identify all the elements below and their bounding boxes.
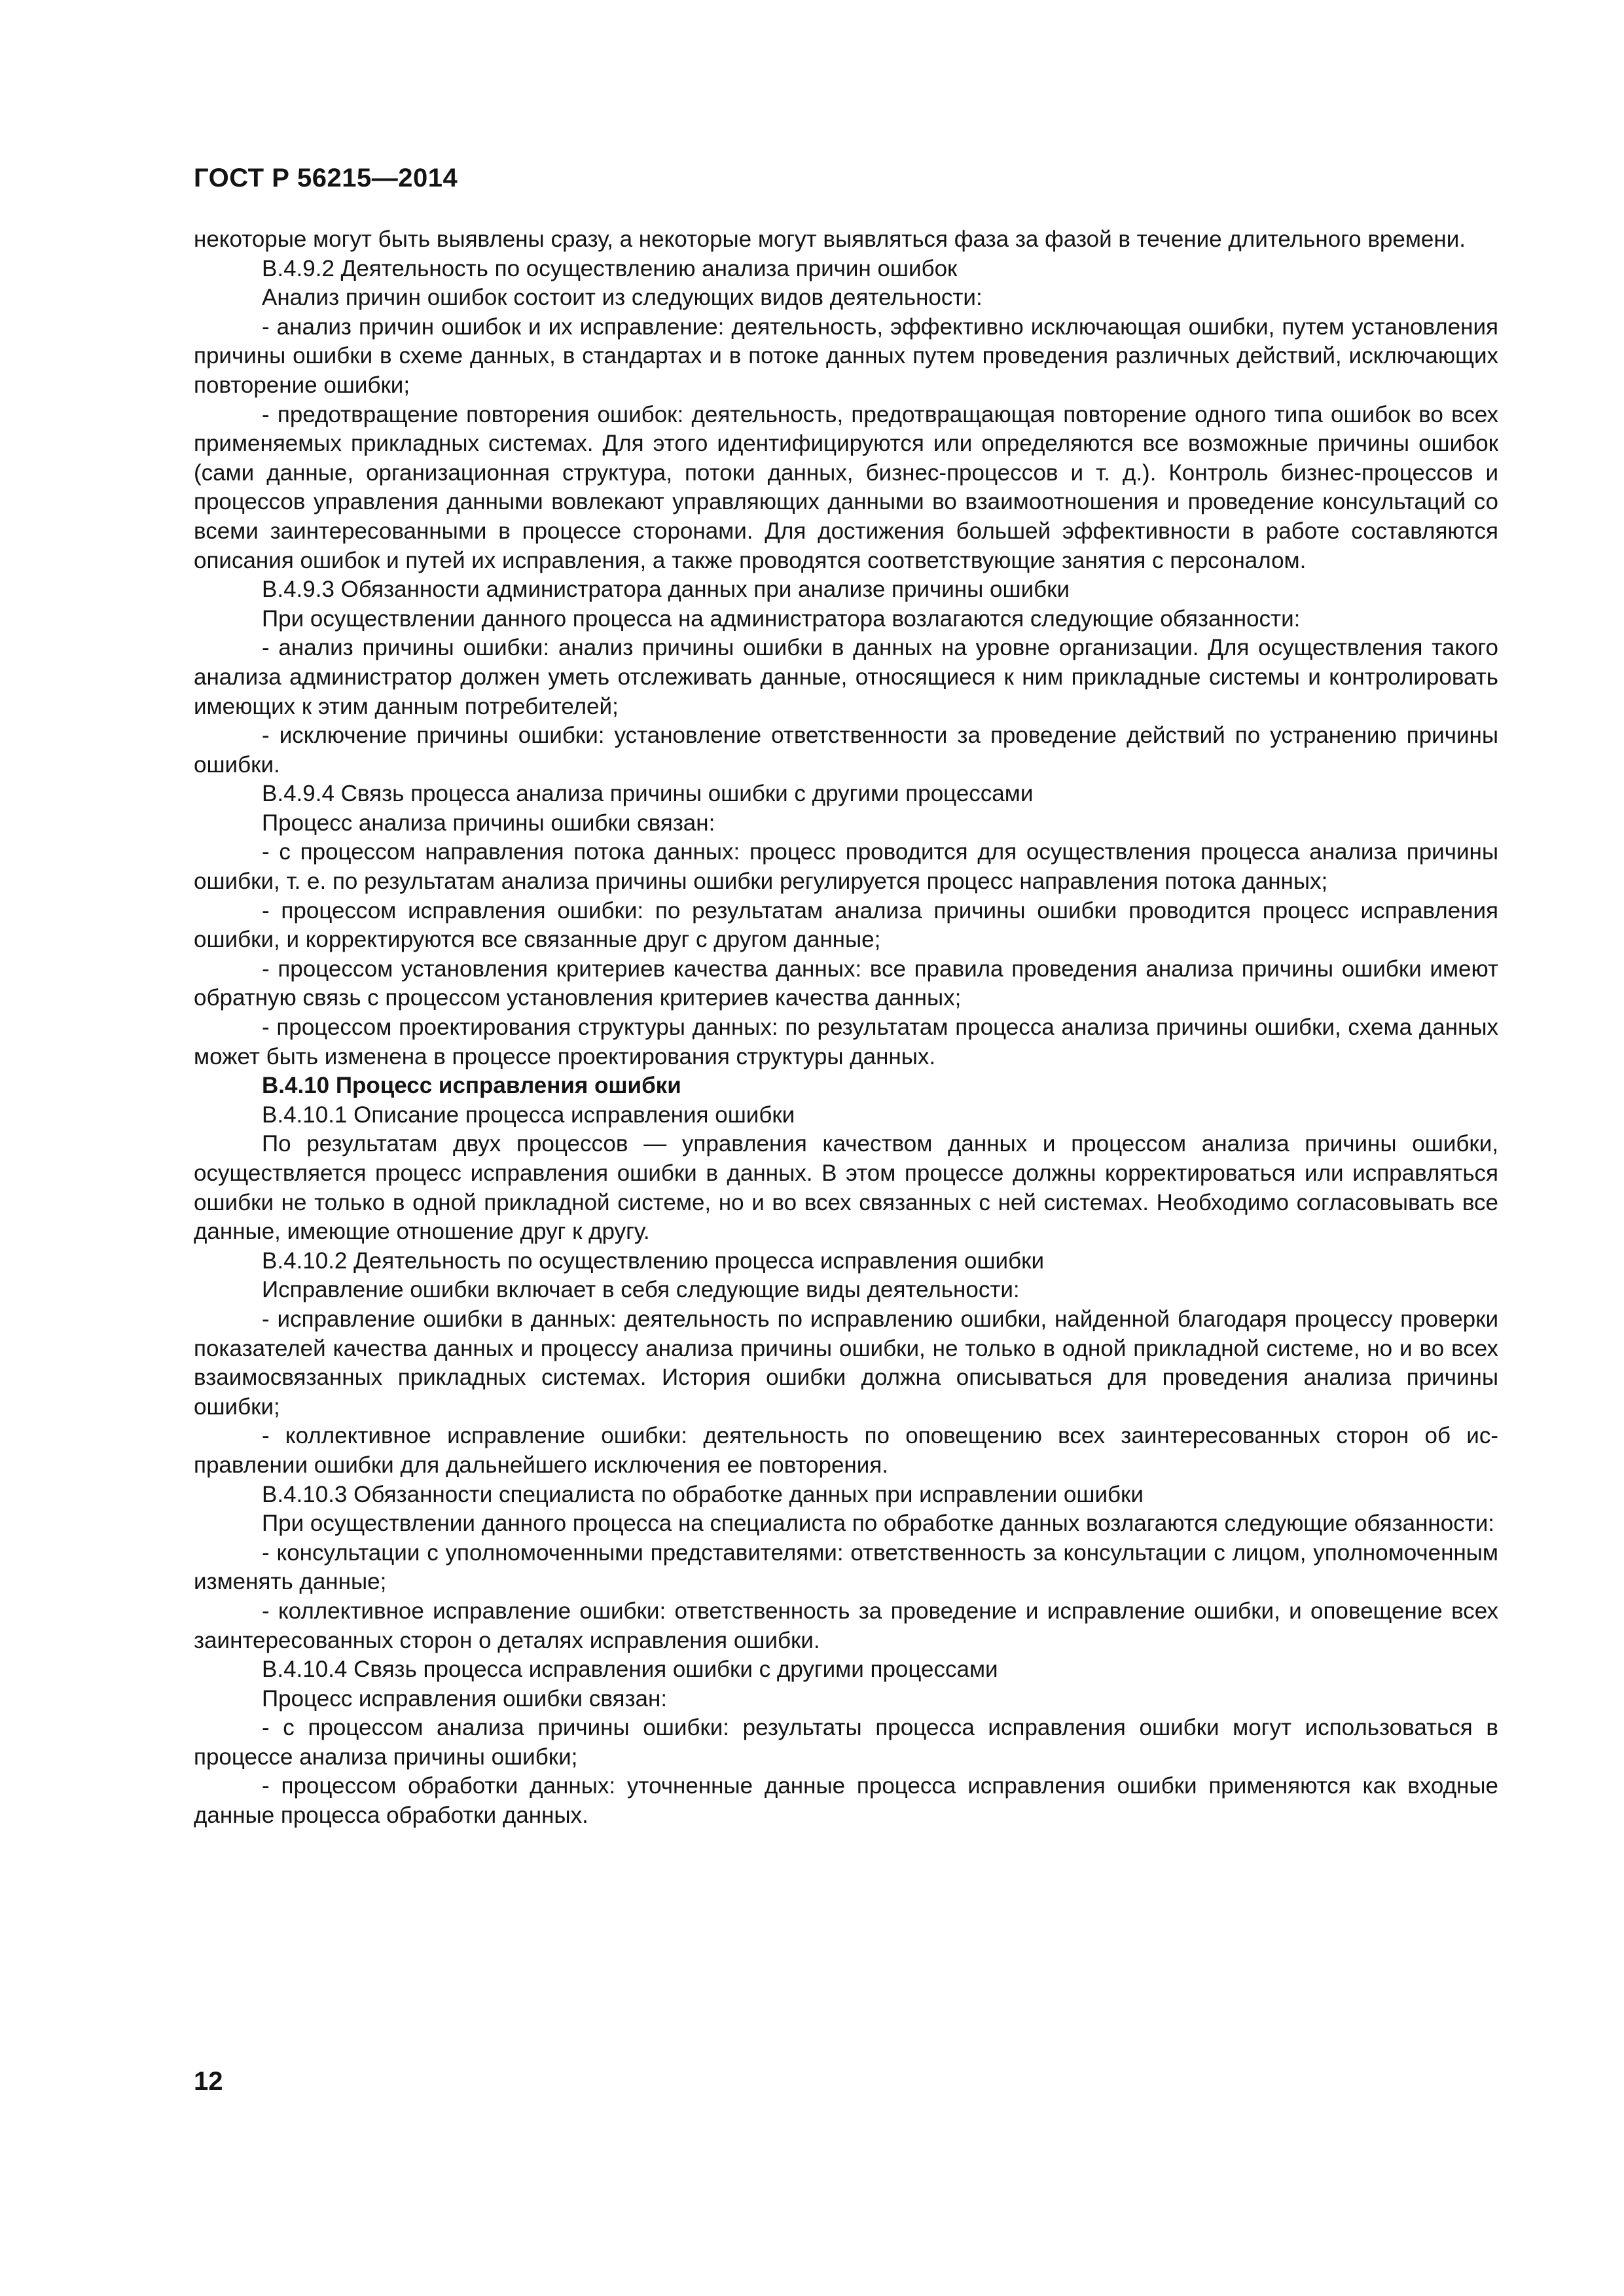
body-paragraph: Процесс анализа причины ошибки связан: <box>262 810 715 836</box>
document-header-standard-code: ГОСТ Р 56215—2014 <box>194 164 458 192</box>
section-heading-b4102: В.4.10.2 Деятельность по осуществлению процесса исправления ошибки <box>262 1247 1045 1274</box>
list-item: - консультации с уполномоченными представителями: ответственность за консультации с лицом, уполномоченным изменять данные; <box>194 1539 1498 1595</box>
body-paragraph: По результатам двух процессов — управления качеством данных и процессом анализа причины ошибки, осуществляется процесс исправления ошибки в данных. В этом процессе должны корректироваться или исправляться ошибки не только в одной прикладной системе, но и во всех связанных с ней системах. Необходимо согласовывать все данные, имеющие отношение друг к другу. <box>194 1131 1498 1245</box>
list-item: - предотвращение повторения ошибок: деятельность, предотвращающая повторение одного типа ошибок во всех применяемых прикладных системах. Для этого идентифицируются или определяются все возможные причины ошибок (сами данные, организационная структура, потоки данных, бизнес-процессов и т. д.). Контроль бизнес-процессов и процессов управления данными вовлекают управляющих данными во взаимоотношения и проведение консультаций со всеми заинтересованными в процессе сторонами. Для достижения большей эффективности в работе составляются описания ошибок и путей их исправления, а также проводятся соответствующие занятия с персоналом. <box>194 401 1498 573</box>
list-item: - анализ причины ошибки: анализ причины ошибки в данных на уровне организации. Для осуществления такого анализа администратор должен уметь отслеживать данные, относящиеся к ним прикладные системы и контролировать имеющих к этим данным потребителей; <box>194 635 1498 719</box>
section-heading-b4101: В.4.10.1 Описание процесса исправления ошибки <box>262 1102 795 1128</box>
list-item: - процессом исправления ошибки: по результатам анализа причины ошибки проводится процесс исправления ошибки, и корректируются все связанные друг с другом данные; <box>194 897 1498 953</box>
list-item: - коллективное исправление ошибки: деятельность по оповещению всех заинтересованных сторон об исправлении ошибки для дальнейшего исключения ее повторения. <box>194 1423 1498 1478</box>
section-heading-b492: В.4.9.2 Деятельность по осуществлению анализа причин ошибок <box>262 255 958 281</box>
section-heading-b410: В.4.10 Процесс исправления ошибки <box>262 1073 681 1099</box>
body-paragraph: Исправление ошибки включает в себя следующие виды деятельности: <box>262 1277 1020 1303</box>
list-item: - с процессом анализа причины ошибки: результаты процесса исправления ошибки могут использоваться в процессе анализа причины ошибки; <box>194 1715 1498 1770</box>
body-paragraph: При осуществлении данного процесса на администратора возлагаются следующие обязанности: <box>262 605 1301 632</box>
body-paragraph: При осуществлении данного процесса на специалиста по обработке данных возлагаются следующие обязанности: <box>262 1511 1494 1537</box>
section-heading-b493: В.4.9.3 Обязанности администратора данных при анализе причины ошибки <box>262 577 1070 603</box>
body-paragraph-continuation: некоторые могут быть выявлены сразу, а некоторые могут выявляться фаза за фазой в течение длительного времени. <box>194 226 1466 252</box>
section-heading-b4103: В.4.10.3 Обязанности специалиста по обработке данных при исправлении ошибки <box>262 1481 1144 1507</box>
list-item: - исключение причины ошибки: установление ответственности за проведение действий по устранению причины ошибки. <box>194 723 1498 778</box>
list-item: - процессом установления критериев качества данных: все правила проведения анализа причины ошибки имеют обратную связь с процессом установления критериев качества данных; <box>194 956 1498 1011</box>
page-number: 12 <box>194 2067 223 2096</box>
list-item: - процессом проектирования структуры данных: по результатам процесса анализа причины ошибки, схема данных может быть изменена в процессе проектирования структуры данных. <box>194 1014 1498 1069</box>
list-item: - анализ причин ошибок и их исправление: деятельность, эффективно исключающая ошибки, путем установления причины ошибки в схеме данных, в стандартах и в потоке данных путем проведения различных действий, исключающих повторение ошибки; <box>194 314 1498 398</box>
list-item: - коллективное исправление ошибки: ответственность за проведение и исправление ошибки, и оповещение всех заинтересованных сторон о деталях исправления ошибки. <box>194 1598 1498 1653</box>
section-heading-b494: В.4.9.4 Связь процесса анализа причины ошибки с другими процессами <box>262 781 1034 807</box>
section-heading-b4104: В.4.10.4 Связь процесса исправления ошибки с другими процессами <box>262 1657 998 1683</box>
list-item: - процессом обработки данных: уточненные данные процесса исправления ошибки применяются как входные данные процесса обработки данных. <box>194 1773 1498 1829</box>
document-body <box>194 225 1498 1831</box>
list-item: - исправление ошибки в данных: деятельность по исправлению ошибки, найденной благодаря процессу проверки показателей качества данных и процессу анализа причины ошибки, не только в одной прикладной системе, но и во всех взаимосвязанных прикладных системах. История ошибки должна описываться для проведения анализа причины ошибки; <box>194 1306 1498 1420</box>
body-paragraph: Процесс исправления ошибки связан: <box>262 1685 668 1712</box>
list-item: - с процессом направления потока данных: процесс проводится для осуществления процесса анализа причины ошибки, т. е. по результатам анализа причины ошибки регулируется процесс направления потока данных; <box>194 839 1498 895</box>
body-paragraph: Анализ причин ошибок состоит из следующих видов деятельности: <box>262 285 983 311</box>
